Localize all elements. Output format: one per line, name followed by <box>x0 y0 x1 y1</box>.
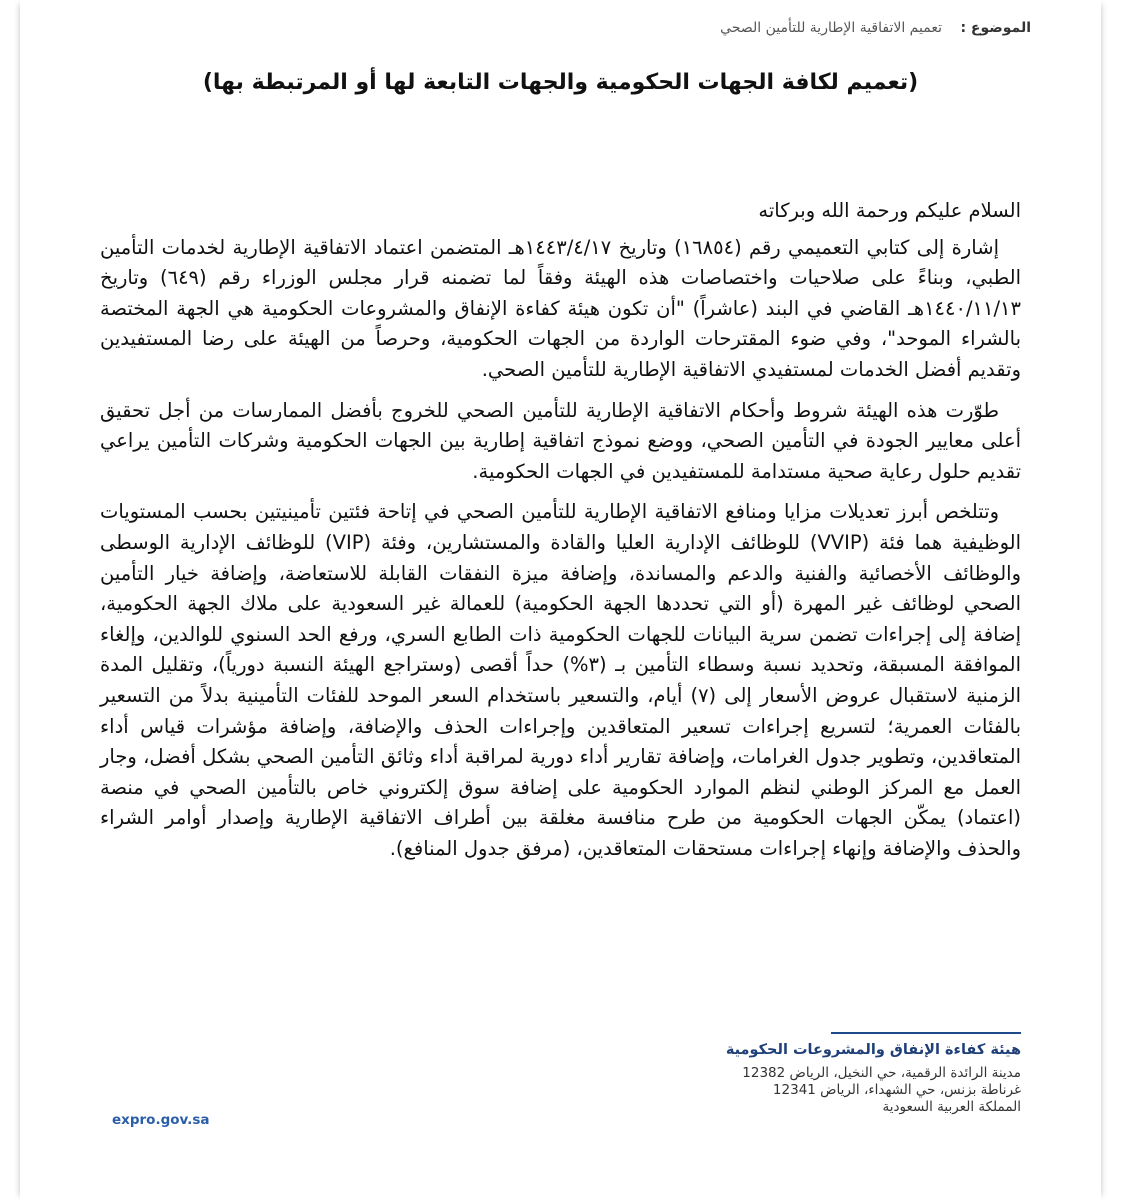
organization-name: هيئة كفاءة الإنفاق والمشروعات الحكومية <box>725 1042 1021 1058</box>
address-line-3: المملكة العربية السعودية <box>882 1099 1021 1115</box>
address-line-1: مدينة الرائدة الرقمية، حي النخيل، الرياض 12382 <box>742 1065 1021 1081</box>
footer-divider <box>831 1032 1021 1034</box>
letter-body <box>100 196 1021 874</box>
paragraph-2: طوّرت هذه الهيئة شروط وأحكام الاتفاقية الإطارية للتأمين الصحي للخروج بأفضل الممارسات من أجل تحقيق أعلى معايير الجودة في التأمين الصحي، ووضع نموذج اتفاقية إطارية بين الجهات الحكومية وشركات التأمين يراعي تقديم حلول رعاية صحية مستدامة للمستفيدين في الجهات الحكومية. <box>100 398 1021 483</box>
subject-line <box>720 20 1031 36</box>
letter-page <box>20 0 1101 1200</box>
greeting: السلام عليكم ورحمة الله وبركاته <box>758 199 1021 222</box>
paragraph-3: وتتلخص أبرز تعديلات مزايا ومنافع الاتفاقية الإطارية للتأمين الصحي في إتاحة فئتين تأمينيتين بحسب المستويات الوظيفية هما فئة (VVIP) للوظائف الإدارية العليا والقادة والمستشارين، وفئة (VIP) للوظائف الإدارية الوسطى والوظائف الأخصائية والفنية والدعم والمساندة، وإضافة ميزة النفقات القابلة للاستعاضة، وإضافة خيار التأمين الصحي لوظائف غير المهرة (أو التي تحددها الجهة الحكومية) للعمالة غير السعودية على ملاك الجهة الحكومية، إضافة إلى إجراءات تضمن سرية البيانات للجهات الحكومية ذات الطابع السري، ورفع الحد السنوي للوالدين، وإلغاء الموافقة المسبقة، وتحديد نسبة وسطاء التأمين بـ (٣%) حداً أقصى (وستراجع الهيئة النسبة دورياً)، وتقليل المدة الزمنية لاستقبال عروض الأسعار إلى (٧) أيام، والتسعير باستخدام السعر الموحد للفئات التأمينية بدلاً من التسعير بالفئات العمرية؛ لتسريع إجراءات تسعير المتعاقدين وإجراءات الحذف والإضافة، وإضافة مؤشرات قياس أداء المتعاقدين، وتطوير جدول الغرامات، وإضافة تقارير أداء دورية لمراقبة أداء وثائق التأمين الصحي بشكل أفضل، وجار العمل مع المركز الوطني لنظم الموارد الحكومية على إضافة سوق إلكتروني خاص بالتأمين الصحي في منصة (اعتماد) يمكّن الجهات الحكومية من طرح منافسة مغلقة بين أطراف الاتفاقية الإطارية وإصدار أوامر الشراء والحذف والإضافة وإنهاء إجراءات مستحقات المتعاقدين، (مرفق جدول المنافع). <box>100 500 1021 860</box>
footer-address <box>726 1042 1021 1116</box>
subject-text: تعميم الاتفاقية الإطارية للتأمين الصحي <box>720 20 942 36</box>
address-line-2: غرناطة بزنس، حي الشهداء، الرياض 12341 <box>772 1082 1021 1098</box>
website-link[interactable]: expro.gov.sa <box>112 1112 210 1128</box>
subject-label: الموضوع : <box>960 20 1031 36</box>
paragraph-1: إشارة إلى كتابي التعميمي رقم (١٦٨٥٤) وتاريخ ١٤٤٣/٤/١٧هـ المتضمن اعتماد الاتفاقية الإطارية لخدمات التأمين الطبي، وبناءً على صلاحيات واختصاصات هذه الهيئة وفقاً لما تضمنه قرار مجلس الوزراء رقم (٦٤٩) وتاريخ ١٤٤٠/١١/١٣هـ القاضي في البند (عاشراً) "أن تكون هيئة كفاءة الإنفاق والمشروعات الحكومية هي الجهة المختصة بالشراء الموحد"، وفي ضوء المقترحات الواردة من الجهات الحكومية، وحرصاً من الهيئة على رضا المستفيدين وتقديم أفضل الخدمات لمستفيدي الاتفاقية الإطارية للتأمين الصحي. <box>100 235 1021 381</box>
circular-title: (تعميم لكافة الجهات الحكومية والجهات التابعة لها أو المرتبطة بها) <box>202 70 919 95</box>
